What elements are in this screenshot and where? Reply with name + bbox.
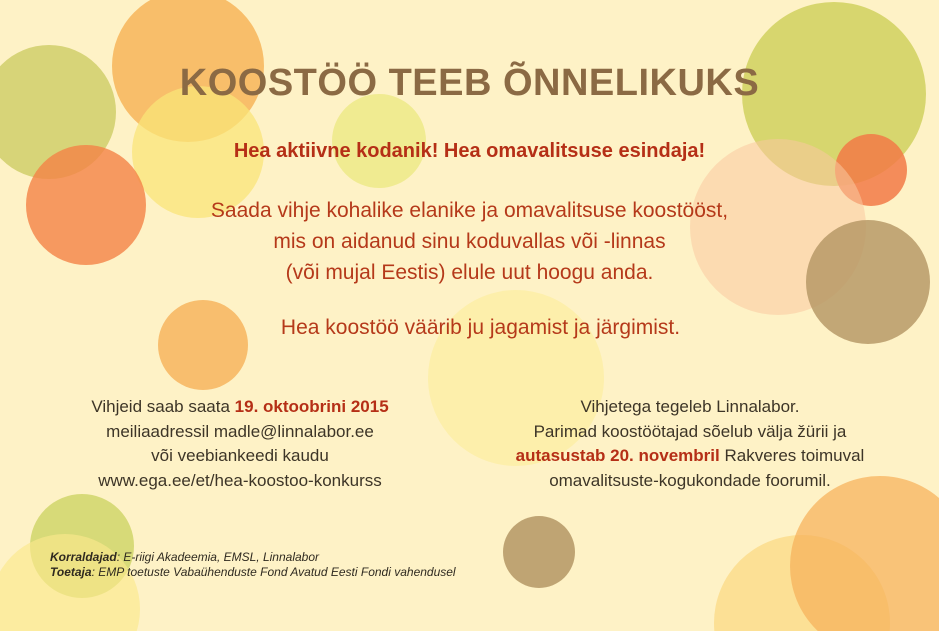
submission-line: või veebiankeedi kaudu xyxy=(151,446,329,465)
intro-line: (või mujal Eestis) elule uut hoogu anda. xyxy=(285,261,654,284)
intro-text xyxy=(0,195,939,288)
jury-line: omavalitsuste-kogukondade foorumil. xyxy=(549,470,831,490)
organizers-line xyxy=(50,550,456,565)
credits xyxy=(50,550,456,580)
award-line xyxy=(480,444,900,469)
intro-line: Saada vihje kohalike elanike ja omavalitsuse koostööst, xyxy=(210,199,729,222)
jury-info xyxy=(480,395,900,493)
supporter-value: : EMP toetuste Vabaühenduste Fond Avatud Eesti Fondi vahendusel xyxy=(91,565,456,579)
poster-title: KOOSTÖÖ TEEB ÕNNELIKUKS xyxy=(179,62,760,104)
greeting: Hea aktiivne kodanik! Hea omavalitsuse esindaja! xyxy=(233,140,706,162)
submission-prefix: Vihjeid saab saata xyxy=(91,397,235,416)
submission-line xyxy=(40,395,440,420)
organizers-value: : E-riigi Akadeemia, EMSL, Linnalabor xyxy=(116,550,320,564)
submission-info xyxy=(40,395,440,493)
intro-line: mis on aidanud sinu koduvallas või -linnas xyxy=(273,230,666,253)
supporter-label: Toetaja xyxy=(50,565,92,579)
supporter-line xyxy=(50,565,456,580)
deadline: 19. oktoobrini 2015 xyxy=(234,397,389,416)
jury-line: Parimad koostöötajad sõelub välja žürii ja xyxy=(533,421,847,441)
motto: Hea koostöö väärib ju jagamist ja järgimist. xyxy=(280,316,681,339)
jury-line: Vihjetega tegeleb Linnalabor. xyxy=(580,397,800,416)
award-date: autasustab 20. novembril xyxy=(515,446,720,465)
email-line: meiliaadressil madle@linnalabor.ee xyxy=(106,421,374,441)
organizers-label: Korraldajad xyxy=(50,550,117,564)
url-line: www.ega.ee/et/hea-koostoo-konkurss xyxy=(98,470,382,490)
award-suffix: Rakveres toimuval xyxy=(719,446,865,465)
